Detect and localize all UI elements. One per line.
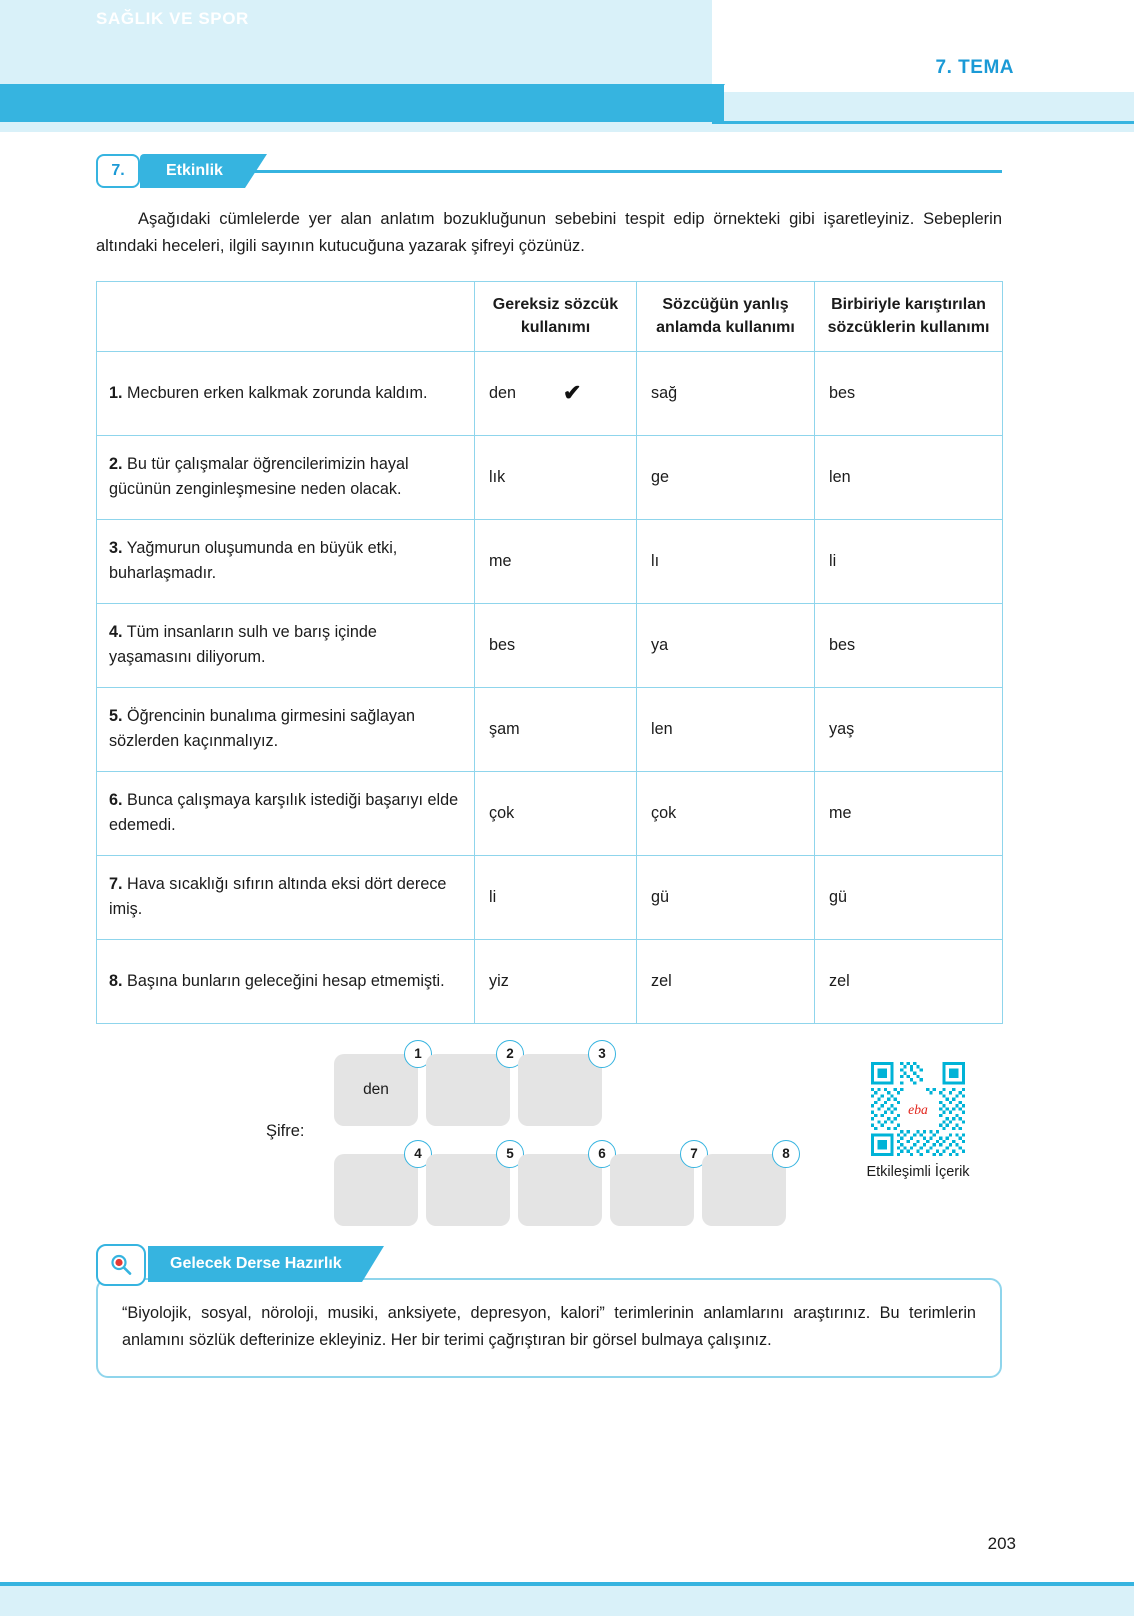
check-icon: ✔ [563, 380, 582, 406]
table-row [97, 435, 1003, 519]
syllable-text: zel [829, 971, 850, 990]
sentence-text: Öğrencinin bunalıma girmesini sağlayan sözlerden kaçınmalıyız. [109, 707, 415, 751]
cipher-box-number: 3 [588, 1040, 616, 1068]
header-banner [0, 84, 724, 122]
table-row [97, 519, 1003, 603]
sentence-cell [97, 519, 475, 603]
magnifier-icon [96, 1244, 146, 1286]
sentence-text: Tüm insanların sulh ve barış içinde yaşamasını diliyorum. [109, 623, 377, 667]
sentence-text: Başına bunların geleceğini hesap etmemişti. [127, 971, 445, 990]
sentence-number: 8. [109, 971, 123, 990]
option-cell-gereksiz[interactable] [475, 519, 637, 603]
option-cell-yanlis-anlam[interactable] [637, 603, 815, 687]
table-header-yanlis-anlam: Sözcüğün yanlış anlamda kullanımı [637, 282, 815, 351]
sentence-text: Hava sıcaklığı sıfırın altında eksi dört derece imiş. [109, 875, 447, 919]
cipher-box-number: 2 [496, 1040, 524, 1068]
syllable-text: çok [651, 803, 677, 822]
cipher-section [96, 1040, 1002, 1240]
table-row [97, 687, 1003, 771]
page-content [0, 132, 1134, 1378]
magnifier-glyph [108, 1252, 134, 1278]
sentence-text: Yağmurun oluşumunda en büyük etki, buharlaşmadır. [109, 539, 398, 583]
sentence-number: 4. [109, 623, 123, 642]
cipher-box-5[interactable] [426, 1146, 514, 1226]
syllable-text: lık [489, 467, 506, 486]
prep-title: Gelecek Derse Hazırlık [148, 1246, 362, 1282]
option-cell-gereksiz[interactable] [475, 351, 637, 435]
sentence-number: 6. [109, 791, 123, 810]
option-cell-yanlis-anlam[interactable] [637, 687, 815, 771]
footer-band [0, 1586, 1134, 1616]
option-cell-karistirilan[interactable] [815, 435, 1003, 519]
syllable-text: len [651, 719, 673, 738]
sentence-cell [97, 855, 475, 939]
option-cell-gereksiz[interactable] [475, 435, 637, 519]
cipher-label: Şifre: [266, 1121, 305, 1140]
syllable-text: lı [651, 551, 660, 570]
syllable-text: li [489, 887, 497, 906]
table-row [97, 771, 1003, 855]
syllable-text: çok [489, 803, 515, 822]
sentence-number: 3. [109, 539, 123, 558]
syllable-text: bes [829, 383, 856, 402]
cipher-box-number: 7 [680, 1140, 708, 1168]
header-rule [712, 121, 1134, 124]
syllable-text: me [829, 803, 852, 822]
sentence-cell [97, 771, 475, 855]
syllable-text: şam [489, 719, 520, 738]
prep-header [96, 1244, 1002, 1284]
option-cell-karistirilan[interactable] [815, 519, 1003, 603]
cipher-box-number: 8 [772, 1140, 800, 1168]
option-cell-gereksiz[interactable] [475, 939, 637, 1023]
syllable-text: len [829, 467, 851, 486]
cipher-box-6[interactable] [518, 1146, 606, 1226]
syllable-text: ge [651, 467, 670, 486]
option-cell-yanlis-anlam[interactable] [637, 855, 815, 939]
activity-header [96, 154, 1002, 188]
prep-section [96, 1244, 1002, 1379]
qr-code-icon[interactable] [871, 1062, 965, 1156]
cipher-box-2[interactable] [426, 1046, 514, 1126]
cipher-box-value: den [363, 1080, 389, 1098]
activity-table-wrap [96, 281, 1002, 1023]
cipher-box-number: 4 [404, 1140, 432, 1168]
option-cell-yanlis-anlam[interactable] [637, 939, 815, 1023]
option-cell-karistirilan[interactable] [815, 603, 1003, 687]
sentence-cell [97, 687, 475, 771]
syllable-text: bes [489, 635, 516, 654]
cipher-box-7[interactable] [610, 1146, 698, 1226]
cipher-box-1[interactable] [334, 1046, 422, 1126]
table-row [97, 351, 1003, 435]
syllable-text: bes [829, 635, 856, 654]
option-cell-gereksiz[interactable] [475, 603, 637, 687]
sentence-text: Bu tür çalışmalar öğrencilerimizin hayal gücünün zenginleşmesine neden olacak. [109, 455, 409, 499]
qr-logo-text: eba [908, 1101, 928, 1117]
syllable-text: gü [651, 887, 670, 906]
sentence-cell [97, 603, 475, 687]
syllable-text: den [489, 383, 517, 402]
option-cell-yanlis-anlam[interactable] [637, 351, 815, 435]
cipher-box-4[interactable] [334, 1146, 422, 1226]
cipher-box-number: 1 [404, 1040, 432, 1068]
activity-number: 7. [96, 154, 140, 188]
syllable-text: sağ [651, 383, 678, 402]
syllable-text: yiz [489, 971, 509, 990]
sentence-cell [97, 435, 475, 519]
option-cell-karistirilan[interactable] [815, 687, 1003, 771]
sentence-cell [97, 939, 475, 1023]
sentence-text: Bunca çalışmaya karşılık istediği başarıyı elde edemedi. [109, 791, 459, 835]
option-cell-gereksiz[interactable] [475, 687, 637, 771]
cipher-box-number: 5 [496, 1140, 524, 1168]
sentence-number: 5. [109, 707, 123, 726]
theme-label: 7. TEMA [935, 57, 1014, 78]
page-number: 203 [987, 1534, 1016, 1553]
header-banner-title: SAĞLIK VE SPOR [96, 9, 249, 28]
page-header [0, 0, 1134, 132]
header-white-panel [712, 0, 1134, 92]
option-cell-yanlis-anlam[interactable] [637, 771, 815, 855]
option-cell-karistirilan[interactable] [815, 351, 1003, 435]
syllable-text: gü [829, 887, 848, 906]
option-cell-karistirilan[interactable] [815, 939, 1003, 1023]
sentence-text: Mecburen erken kalkmak zorunda kaldım. [127, 383, 428, 402]
option-cell-gereksiz[interactable] [475, 855, 637, 939]
table-row [97, 603, 1003, 687]
table-header-row [97, 282, 1003, 351]
table-row [97, 855, 1003, 939]
syllable-text: me [489, 551, 512, 570]
syllable-text: yaş [829, 719, 855, 738]
table-header-empty [97, 282, 475, 351]
option-cell-karistirilan[interactable] [815, 771, 1003, 855]
option-cell-karistirilan[interactable] [815, 855, 1003, 939]
sentence-number: 1. [109, 383, 123, 402]
sentence-number: 7. [109, 875, 123, 894]
activity-instruction: Aşağıdaki cümlelerde yer alan anlatım bozukluğunun sebebini tespit edip örnekteki gibi işaretleyiniz. Sebeplerin altındaki heceleri, ilgili sayının kutucuğuna yazarak şifreyi çözünüz. [96, 210, 1002, 255]
table-header-karistirilan: Birbiriyle karıştırılan sözcüklerin kullanımı [815, 282, 1003, 351]
prep-text: “Biyolojik, sosyal, nöroloji, musiki, anksiyete, depresyon, kalori” terimlerinin anlamlarını araştırınız. Bu terimlerin anlamını sözlük defterinize ekleyiniz. Her bir terimi çağrıştıran bir görsel bulmaya çalışınız. [122, 1303, 976, 1349]
option-cell-yanlis-anlam[interactable] [637, 519, 815, 603]
option-cell-yanlis-anlam[interactable] [637, 435, 815, 519]
activity-table [96, 281, 1003, 1023]
table-row [97, 939, 1003, 1023]
qr-caption: Etkileşimli İçerik [866, 1163, 970, 1180]
syllable-text: ya [651, 635, 669, 654]
cipher-box-8[interactable] [702, 1146, 790, 1226]
cipher-box-3[interactable] [518, 1046, 606, 1126]
sentence-cell [97, 351, 475, 435]
option-cell-gereksiz[interactable] [475, 771, 637, 855]
sentence-number: 2. [109, 455, 123, 474]
syllable-text: zel [651, 971, 672, 990]
cipher-box-number: 6 [588, 1140, 616, 1168]
activity-label: Etkinlik [140, 154, 245, 188]
qr-block [856, 1062, 980, 1180]
prep-body [96, 1278, 1002, 1379]
table-header-gereksiz: Gereksiz sözcük kullanımı [475, 282, 637, 351]
syllable-text: li [829, 551, 837, 570]
